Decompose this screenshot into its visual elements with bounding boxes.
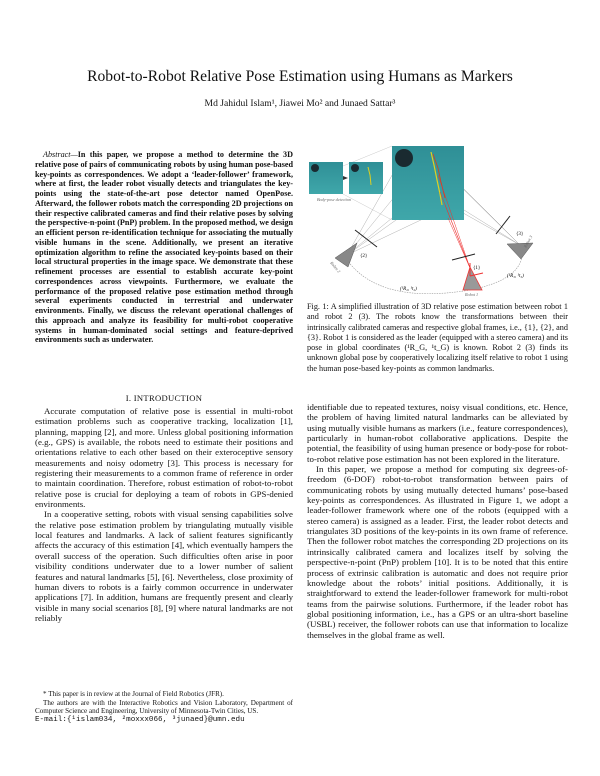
- footnote-review: * This paper is in review at the Journal of Field Robotics (JFR).: [43, 690, 224, 698]
- paragraph: identifiable due to repeated textures, noisy visual conditions, etc. Hence, the problem of having limited natural landmarks can be alleviated by using mutually visible humans as markers (i.e., feature correspondences), particularly in human-robot collaborative applications. Despite the potential, the feasibility of using human presence or body-pose for robot-to-robot relative pose estimation has not been explored in the literature.: [307, 402, 568, 464]
- footnote-affiliation: The authors are with the Interactive Robotics and Vision Laboratory, Department of Computer Science and Engineering, University of Minnesota-Twin Cities, US.: [35, 698, 293, 716]
- frame2-label: {2}: [360, 254, 368, 259]
- figure-caption: Fig. 1: A simplified illustration of 3D relative pose estimation between robot 1 and robot 2 (3). The robots know the transformations between their intrinsically calibrated cameras and respective global frames, i.e., {1}, {2}, and {3}. Robot 1 is considered as the leader (equipped with a stereo camera) and its pose in global coordinates (¹R_G, ¹t_G) is known. Robot 2 (3) finds its unknown global pose by cooperatively localizing itself relative to robot 1 using the human pose-based key-points as common landmarks.: [307, 302, 568, 373]
- robot1-label: Robot 1: [465, 292, 479, 297]
- frame3-label: {3}: [516, 232, 524, 237]
- robot2-label: Robot 2: [329, 260, 342, 274]
- section-heading-introduction: I. INTRODUCTION: [125, 393, 203, 403]
- author-list: Md Jahidul Islam¹, Jiawei Mo² and Junaed Sattar³: [204, 98, 396, 109]
- inset-label: Body-pose detection: [316, 197, 352, 202]
- abstract-text: In this paper, we propose a method to determine the 3D relative pose of pairs of communicating robots by using human pose-based key-points as correspondences. We adopt a ‘leader-follower’ framework, where at first, the leader robot visually detects and triangulates the key-points using the state-of-the-art pose detector named OpenPose. Afterward, the follower robots match the corresponding 2D projections on their respective calibrated cameras and find their relative poses by solving the perspective-n-point (PnP) problem. In the proposed method, we design an efficient person re-identification technique for associating the mutually visible humans in the scene. Additionally, we present an iterative optimization algorithm to refine the associated key-points based on their local structural properties in the image space. We demonstrate that these refinement processes are essential to establish accurate key-point correspondences across viewpoints. Furthermore, we evaluate the performance of the proposed relative pose estimation method through several experiments conducted in terrestrial and underwater environments. Finally, we discuss the relevant operational challenges of this approach and analyze its feasibility for multi-robot cooperative systems in human-dominated social settings and feature-deprived environments such as underwater.: [35, 150, 293, 345]
- trajectory-arc: [347, 255, 522, 294]
- robot2-icon: [335, 243, 357, 267]
- right-column-body: [307, 402, 568, 640]
- robot3-icon: [507, 243, 533, 259]
- robot3-label: Robot 3: [522, 234, 534, 249]
- paper-title: Robot-to-Robot Relative Pose Estimation using Humans as Markers: [87, 68, 513, 85]
- footnotes: [35, 690, 293, 724]
- abstract: [35, 150, 293, 345]
- transform12-label: (¹R₂, ¹t₂): [400, 287, 417, 292]
- footnote-email: E-mail:{¹islam034, ²moxxx066, ³junaed}@umn.edu: [35, 715, 245, 724]
- abstract-label: Abstract—: [43, 150, 78, 159]
- figure-1: [300, 130, 570, 305]
- left-column-body: [35, 406, 293, 623]
- paragraph: In a cooperative setting, robots with visual sensing capabilities solve the relative pose estimation problem by triangulating mutually visible local features and landmarks. A lack of salient features significantly affects the accuracy of this estimation [4], which eventually hampers the overall success of the operation. Such difficulties often arise in poor visibility conditions underwater due to a lower number of salient features and natural landmarks [5], [6]. Nevertheless, close proximity of human divers to robots is a fairly common occurrence in underwater applications [7]. In addition, humans are frequently present and clearly visible in many social scenarios [8], [9] where natural landmarks are not reliably: [35, 509, 293, 623]
- transform13-label: (¹R₃, ¹t₃): [507, 274, 524, 279]
- frame1-label: {1}: [473, 266, 481, 271]
- paragraph: Accurate computation of relative pose is essential in multi-robot estimation problems such as cooperative tracking, localization [1], planning, mapping [2], and more. Unless global positioning information (e.g., GPS) is available, the robots need to estimate their positions and orientations relative to each other based on their exteroceptive sensory measurements and noisy odometry [3]. This process is necessary for registering their measurements to a common frame of reference in order to maintain coordination. Therefore, robust estimation of robot-to-robot relative pose is crucial for deploying a team of robots in GPS-denied environments.: [35, 406, 293, 510]
- paragraph: In this paper, we propose a method for computing six degrees-of-freedom (6-DOF) robot-to-robot transformation between pairs of communicating robots by using mutually detected humans’ pose-based key-points as correspondences. As illustrated in Figure 1, we adopt a leader-follower framework where one of the robots (equipped with a stereo camera) is assigned as a leader. First, the leader robot detects and triangulates 3D positions of the key-points in its own frame of reference. Then the follower robot matches the corresponding 2D projections on its intrinsically calibrated camera and localizes itself by solving the perspective-n-point (PnP) problem [10]. It is to be noted that this entire process of extrinsic calibration is automatic and does not require prior knowledge about the robots’ initial positions. Additionally, it is straightforward to extend the leader-follower framework for multi-robot teams from the pairwise solutions. Furthermore, if the leader robot has global positioning information, i.e., has a GPS or an ultra-short baseline (USBL) receiver, the follower robots can use that information to localize themselves in the global frame as well.: [307, 464, 568, 640]
